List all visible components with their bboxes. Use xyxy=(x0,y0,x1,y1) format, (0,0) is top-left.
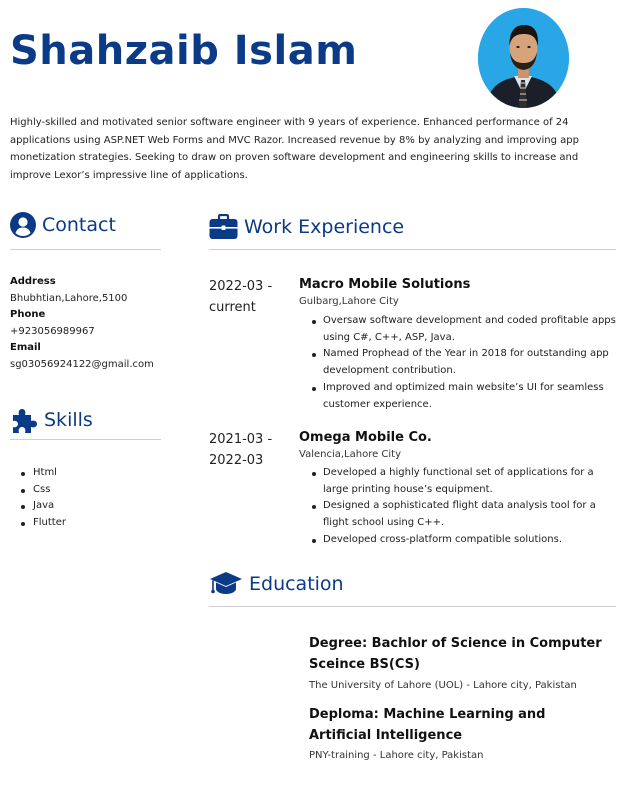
profile-photo xyxy=(478,8,569,108)
education-school: The University of Lahore (UOL) - Lahore city, Pakistan xyxy=(309,680,577,691)
job-date-start: 2021-03 - xyxy=(209,432,273,447)
skill-item: Java xyxy=(21,498,66,515)
briefcase-icon xyxy=(209,214,238,240)
job-location: Valencia,Lahore City xyxy=(299,449,402,460)
skill-item: Flutter xyxy=(21,515,66,532)
puzzle-icon xyxy=(10,406,38,434)
address-label: Address xyxy=(10,276,56,287)
skills-list xyxy=(21,465,66,532)
education-degree: Deploma: Machine Learning and Artificial Intelligence xyxy=(309,707,546,743)
graduation-cap-icon xyxy=(209,570,243,598)
work-heading xyxy=(209,214,404,240)
job-duty: Oversaw software development and coded profitable apps using C#, C++, ASP, Java. xyxy=(311,313,616,346)
user-circle-icon xyxy=(10,212,36,238)
education-divider xyxy=(209,606,616,607)
job-duties-list xyxy=(311,465,616,549)
job-duty: Developed a highly functional set of applications for a large printing house’s equipment. xyxy=(311,465,616,498)
education-school: PNY-training - Lahore city, Pakistan xyxy=(309,750,484,761)
contact-heading-label: Contact xyxy=(42,214,116,236)
job-duties-list xyxy=(311,313,616,413)
job-date-end: current xyxy=(209,300,256,315)
skill-item: Html xyxy=(21,465,66,482)
job-location: Gulbarg,Lahore City xyxy=(299,296,399,307)
education-heading-label: Education xyxy=(249,573,344,595)
email-value: sg03056924122@gmail.com xyxy=(10,359,154,370)
job-date-end: 2022-03 xyxy=(209,453,264,468)
email-label: Email xyxy=(10,342,41,353)
job-duty: Designed a sophisticated flight data analysis tool for a flight school using C++. xyxy=(311,498,616,531)
job-duty: Developed cross-platform compatible solutions. xyxy=(311,532,616,549)
job-company: Macro Mobile Solutions xyxy=(299,277,471,292)
job-date-start: 2022-03 - xyxy=(209,279,273,294)
address-value: Bhubhtian,Lahore,5100 xyxy=(10,293,128,304)
job-company: Omega Mobile Co. xyxy=(299,430,432,445)
education-degree: Degree: Bachlor of Science in Computer Sceince BS(CS) xyxy=(309,636,602,672)
candidate-name: Shahzaib Islam xyxy=(10,28,358,74)
portrait-image xyxy=(478,8,569,108)
skills-heading-label: Skills xyxy=(44,409,93,431)
work-divider xyxy=(209,249,616,250)
profile-summary: Highly-skilled and motivated senior software engineer with 9 years of experience. Enhanced performance of 24 applications using ASP.NET Web Forms and MVC Razor. Increased revenue by 8% by analyzing and improving app monetization strategies. Seeking to draw on proven software development and engineering skills to increase and improve Lexor’s impressive line of applications. xyxy=(10,117,579,181)
skills-heading xyxy=(10,406,93,434)
skills-divider xyxy=(10,439,161,440)
phone-label: Phone xyxy=(10,309,46,320)
contact-divider xyxy=(10,249,161,250)
skill-item: Css xyxy=(21,482,66,499)
job-duty: Named Prophead of the Year in 2018 for outstanding app development contribution. xyxy=(311,346,616,379)
education-heading xyxy=(209,570,344,598)
phone-value: +923056989967 xyxy=(10,326,95,337)
contact-heading xyxy=(10,212,116,238)
job-duty: Improved and optimized main website’s UI for seamless customer experience. xyxy=(311,380,616,413)
work-heading-label: Work Experience xyxy=(244,216,405,238)
